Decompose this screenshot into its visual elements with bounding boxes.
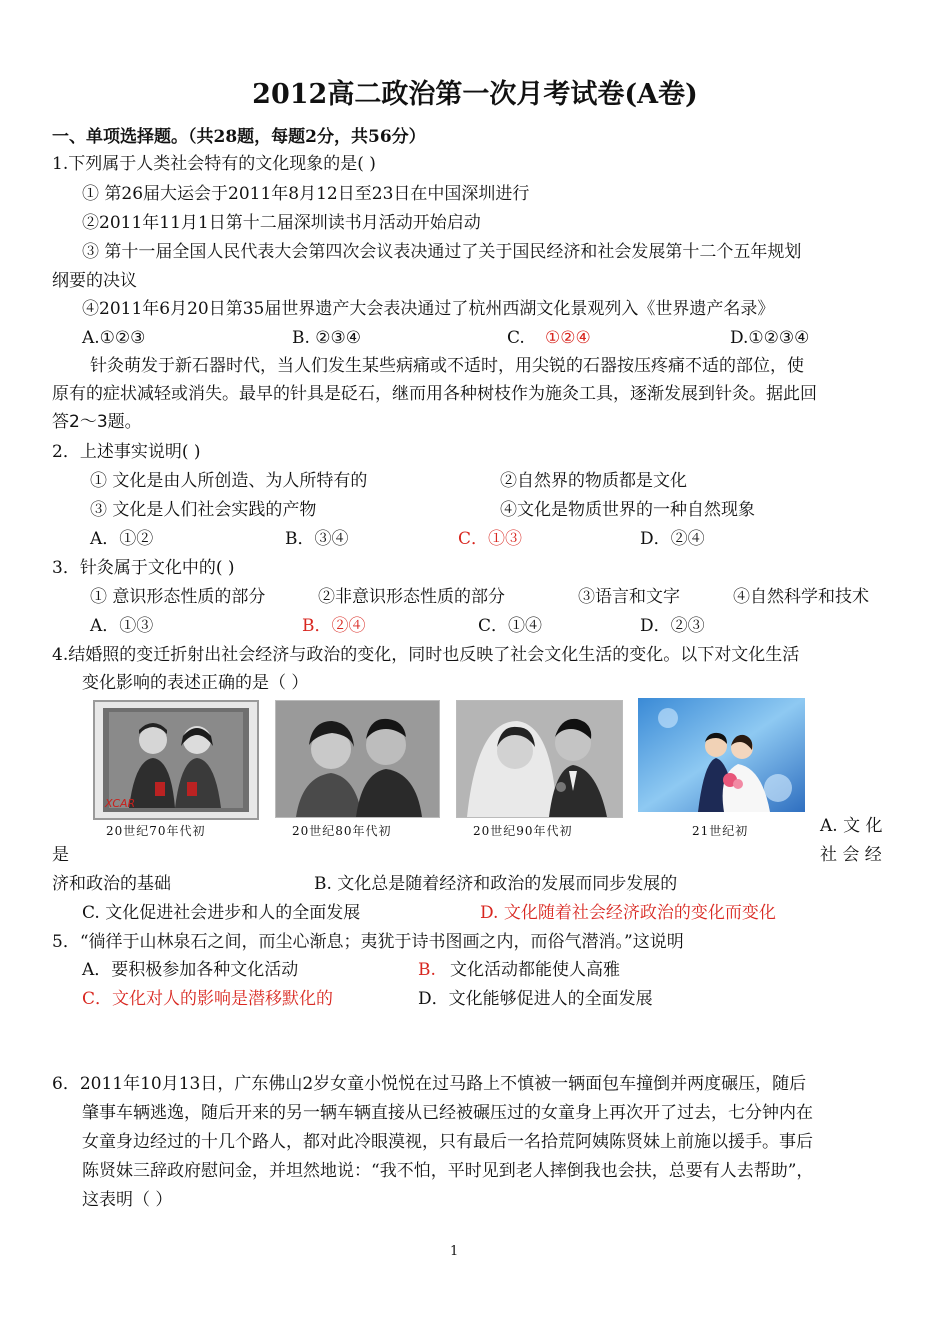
- q2-item-1: ① 文化是由人所创造、为人所特有的: [90, 471, 368, 491]
- q5-option-d: D．文化能够促进人的全面发展: [418, 989, 653, 1009]
- passage-line-1: 针灸萌发于新石器时代，当人们发生某些病痛或不适时，用尖锐的石器按压疼痛不适的部位，使: [90, 356, 804, 376]
- q1-option-c-letter: C.: [507, 328, 525, 348]
- q3-stem: 3．针灸属于文化中的( ): [52, 558, 235, 578]
- q1-item-4: ④2011年6月20日第35届世界遗产大会表决通过了杭州西湖文化景观列入《世界遗产名录》: [82, 299, 775, 319]
- q6-line-1: 6．2011年10月13日，广东佛山2岁女童小悦悦在过马路上不慎被一辆面包车撞倒并两度碾压，随后: [52, 1074, 807, 1094]
- photo-caption-2: 20世纪80年代初: [292, 824, 392, 838]
- wedding-photo-2000s: [638, 698, 805, 812]
- passage-line-3: 答2～3题。: [52, 412, 142, 432]
- q1-option-a: A.①②③: [82, 328, 146, 348]
- q2-option-d: D．②④: [640, 529, 705, 549]
- q4-option-a-part-1: A. 文 化: [820, 816, 883, 836]
- q1-item-3-cont: 纲要的决议: [52, 271, 137, 291]
- q4-stem-line-1: 4.结婚照的变迁折射出社会经济与政治的变化，同时也反映了社会文化生活的变化。以下对文化生活: [52, 645, 800, 665]
- q1-option-b: B. ②③④: [292, 328, 362, 348]
- passage-line-2: 原有的症状减轻或消失。最早的针具是砭石，继而用各种树枝作为施灸工具，逐渐发展到针灸。据此回: [52, 384, 817, 404]
- q2-item-4: ④文化是物质世界的一种自然现象: [500, 500, 755, 520]
- q2-item-2: ②自然界的物质都是文化: [500, 471, 687, 491]
- q3-option-b-answer: B．②④: [302, 616, 366, 636]
- wedding-photo-1990s-image: [457, 701, 622, 817]
- q2-option-a: A．①②: [90, 529, 154, 549]
- q2-item-3: ③ 文化是人们社会实践的产物: [90, 500, 317, 520]
- q1-item-2: ②2011年11月1日第十二届深圳读书月活动开始启动: [82, 213, 481, 233]
- wedding-photo-1970s-image: [95, 702, 257, 818]
- photo-caption-4: 21世纪初: [692, 824, 749, 838]
- q5-option-c-answer: C．文化对人的影响是潜移默化的: [82, 989, 334, 1009]
- q3-option-c: C．①④: [478, 616, 543, 636]
- q6-line-5: 这表明（ ）: [82, 1190, 173, 1210]
- q3-item-1: ① 意识形态性质的部分: [90, 587, 266, 607]
- page-title: 2012高二政治第一次月考试卷(A卷): [252, 79, 698, 110]
- photo-watermark: XCAR: [105, 797, 136, 810]
- q4-stem-line-2: 变化影响的表述正确的是（ ）: [82, 673, 309, 693]
- wedding-photo-1990s: [456, 700, 623, 818]
- q5-option-a: A．要积极参加各种文化活动: [82, 960, 299, 980]
- q4-option-a-left: 是: [52, 845, 69, 865]
- wedding-photo-1970s: [93, 700, 259, 820]
- q4-option-a-part-2: 社 会 经: [820, 845, 882, 865]
- q6-line-2: 肇事车辆逃逸，随后开来的另一辆车辆直接从已经被碾压过的女童身上再次开了过去，七分钟内在: [82, 1103, 813, 1123]
- q1-item-1: ① 第26届大运会于2011年8月12日至23日在中国深圳进行: [82, 184, 530, 204]
- q6-line-4: 陈贤妹三辞政府慰问金，并坦然地说：“我不怕，平时见到老人摔倒我也会扶，总要有人去帮助”，: [82, 1161, 814, 1181]
- q3-item-2: ②非意识形态性质的部分: [318, 587, 505, 607]
- q5-option-b: 文化活动都能使人高雅: [450, 960, 620, 980]
- q1-option-c-answer: ①②④: [545, 328, 591, 348]
- q1-option-d: D.①②③④: [730, 328, 810, 348]
- q5-stem: 5．“徜徉于山林泉石之间，而尘心渐息；夷犹于诗书图画之内，而俗气潜消。”这说明: [52, 932, 684, 952]
- q6-line-3: 女童身边经过的十几个路人，都对此冷眼漠视，只有最后一名拾荒阿姨陈贤妹上前施以援手。事后: [82, 1132, 813, 1152]
- page-number: 1: [450, 1244, 459, 1259]
- q2-stem: 2．上述事实说明( ): [52, 442, 201, 462]
- q1-item-3: ③ 第十一届全国人民代表大会第四次会议表决通过了关于国民经济和社会发展第十二个五年规划: [82, 242, 802, 262]
- q3-option-d: D．②③: [640, 616, 705, 636]
- wedding-photo-1980s: [275, 700, 440, 818]
- q4-option-a-part-3: 济和政治的基础: [52, 874, 171, 894]
- q4-option-d-answer: D. 文化随着社会经济政治的变化而变化: [480, 903, 776, 923]
- q4-option-c: C. 文化促进社会进步和人的全面发展: [82, 903, 361, 923]
- q4-option-b: B. 文化总是随着经济和政治的发展而同步发展的: [314, 874, 678, 894]
- photo-caption-1: 20世纪70年代初: [106, 824, 206, 838]
- section-heading: 一、单项选择题。（共28题，每题2分，共56分）: [52, 127, 426, 147]
- q2-option-c-answer: C．①③: [458, 529, 523, 549]
- wedding-photo-2000s-image: [638, 698, 805, 812]
- q3-item-4: ④自然科学和技术: [733, 587, 869, 607]
- wedding-photo-1980s-image: [276, 701, 439, 817]
- q5-option-b-letter: B.: [418, 960, 436, 980]
- photo-caption-3: 20世纪90年代初: [473, 824, 573, 838]
- q3-option-a: A．①③: [90, 616, 154, 636]
- q3-item-3: ③语言和文字: [578, 587, 680, 607]
- q1-stem: 1.下列属于人类社会特有的文化现象的是( ): [52, 154, 376, 174]
- q2-option-b: B．③④: [285, 529, 349, 549]
